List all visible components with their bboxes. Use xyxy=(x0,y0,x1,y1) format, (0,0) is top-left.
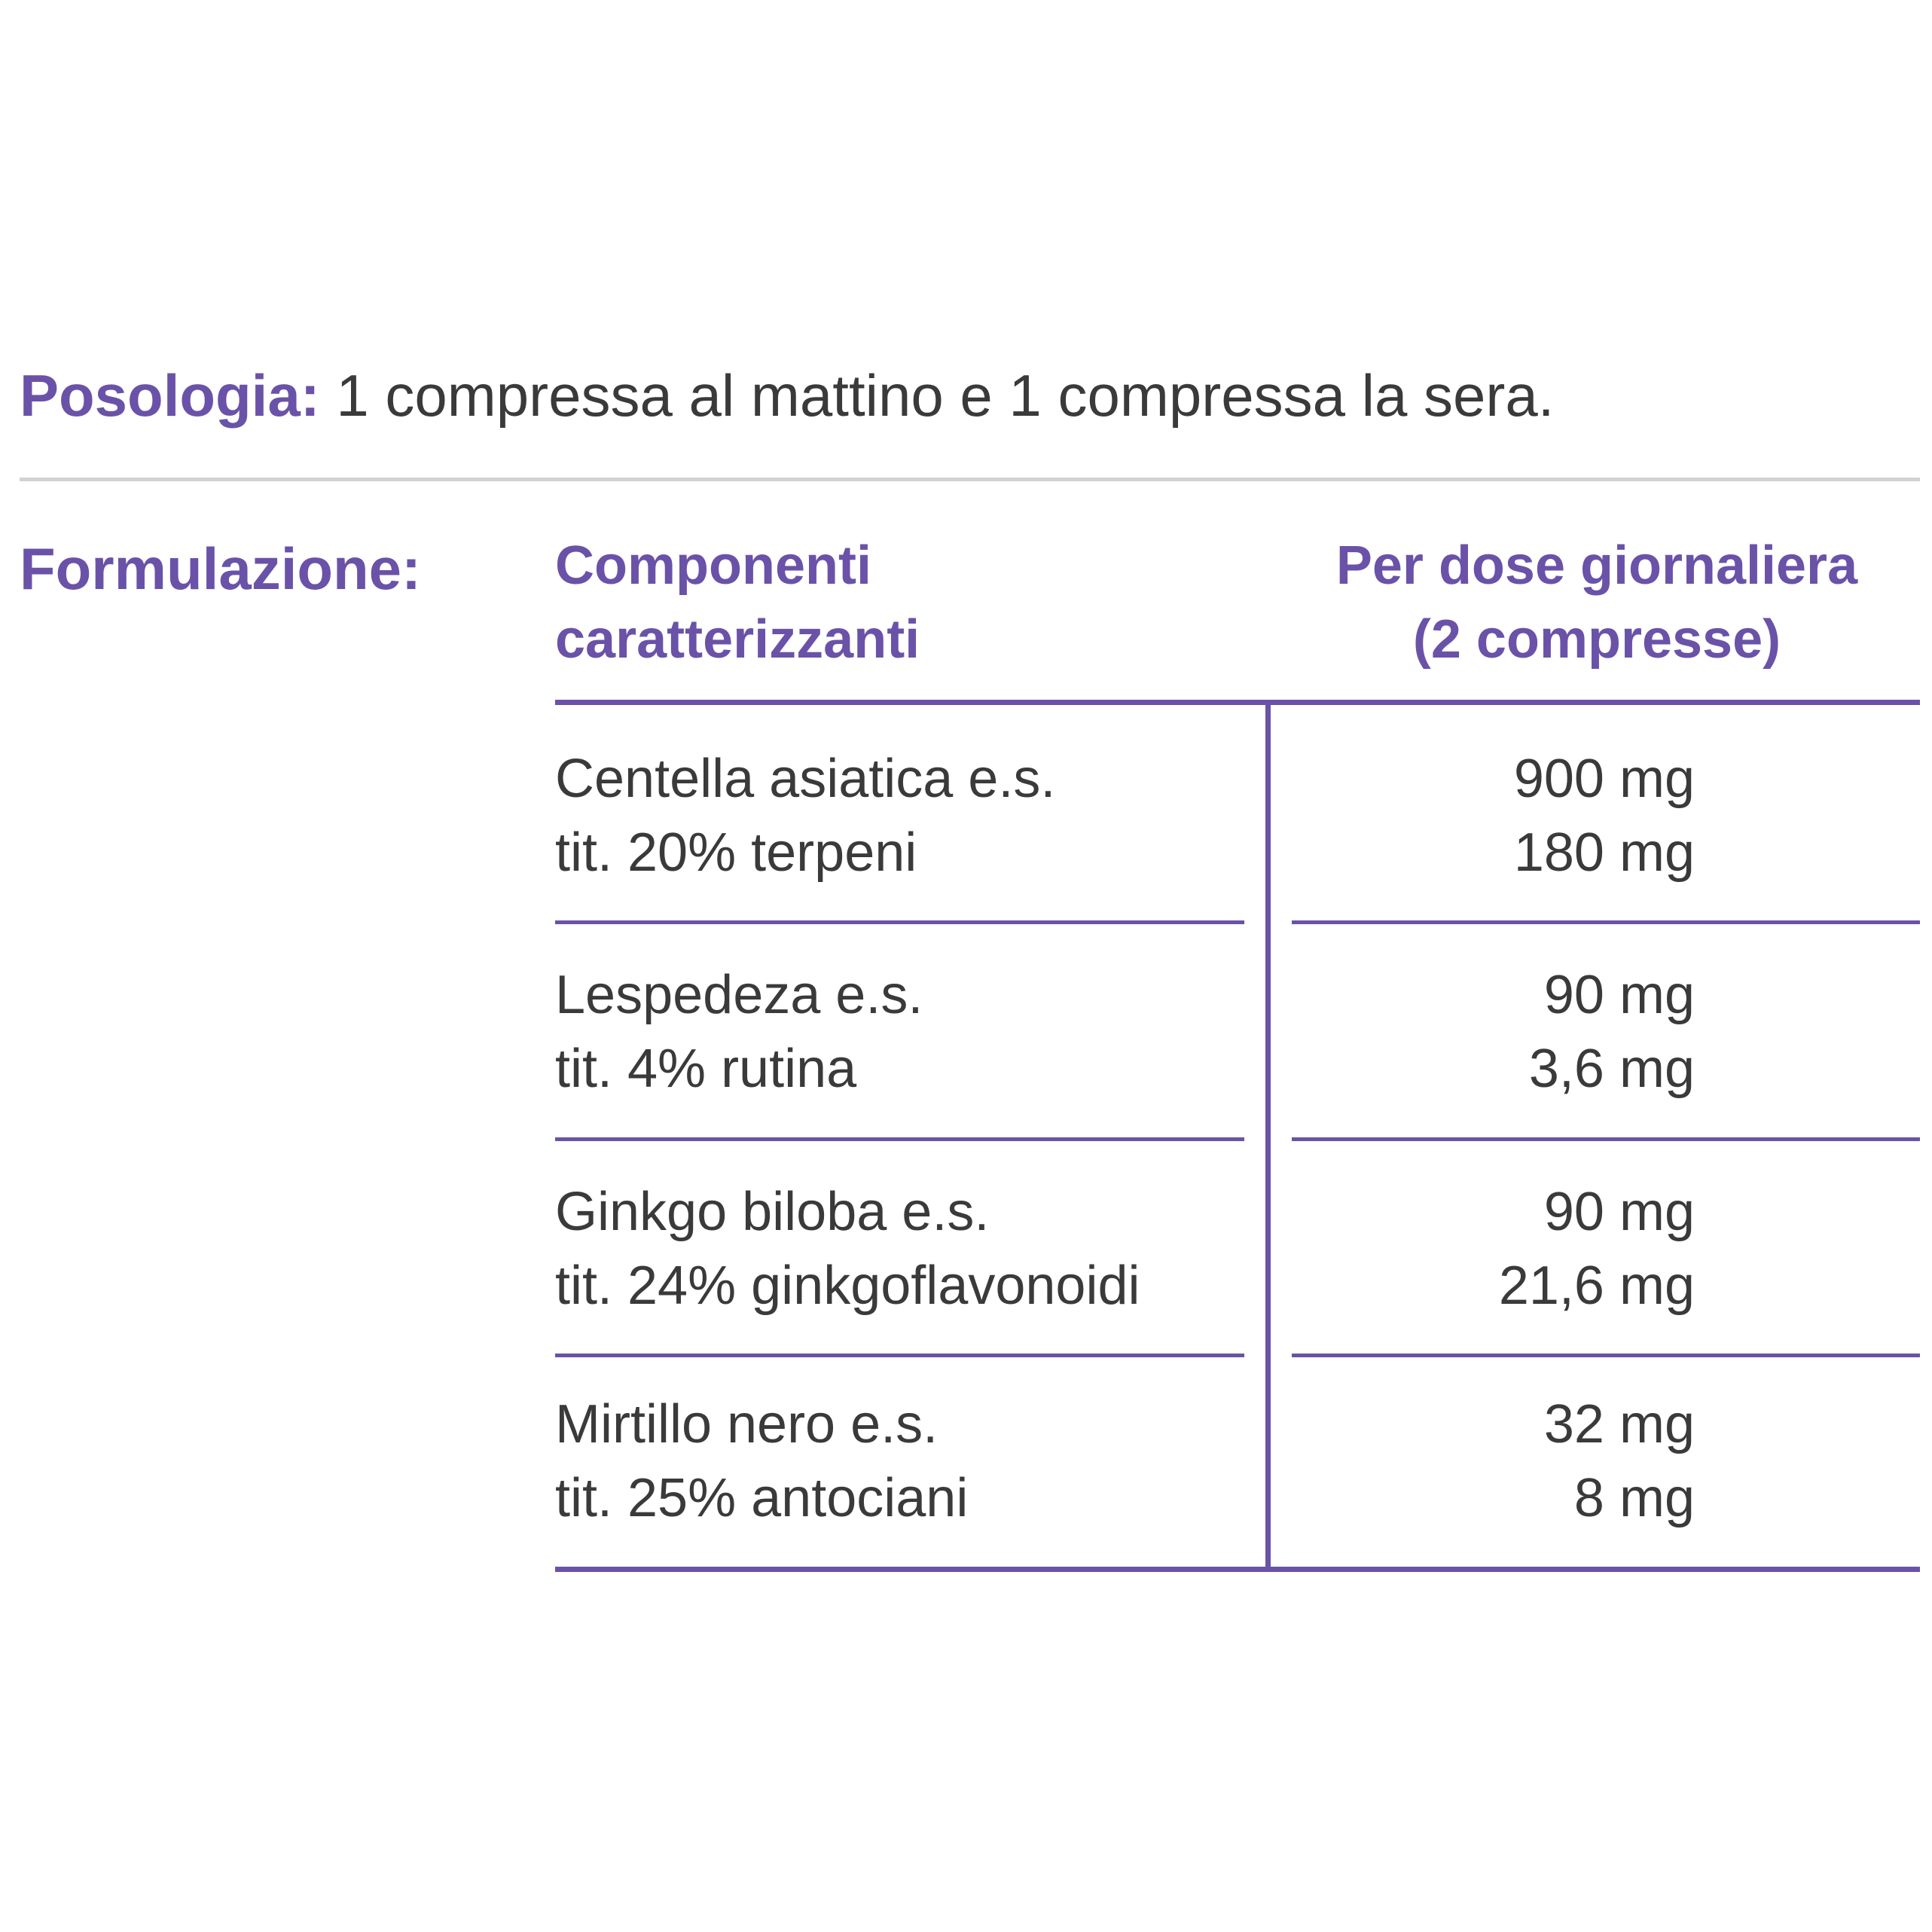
posologia-line xyxy=(20,354,1554,437)
ingredient-titration-dose: 21,6 mg xyxy=(1498,1256,1695,1316)
header-components-line-2: caratterizzanti xyxy=(555,609,920,670)
ingredient-name: Lespedeza e.s. xyxy=(555,965,923,1025)
row-divider-left xyxy=(555,1354,1244,1357)
ingredient-titration-dose: 180 mg xyxy=(1513,823,1695,883)
table-row-name-cell xyxy=(555,1175,1140,1323)
row-divider-left xyxy=(555,920,1244,924)
row-divider-right xyxy=(1292,920,1920,924)
ingredient-dose: 90 mg xyxy=(1543,1182,1695,1242)
formulazione-label: Formulazione: xyxy=(20,536,422,602)
row-divider-right xyxy=(1292,1137,1920,1141)
table-row-dose-cell xyxy=(1280,1387,1695,1535)
table-row-name-cell xyxy=(555,742,1055,890)
section-divider xyxy=(20,478,1920,481)
table-row-dose-cell xyxy=(1280,1175,1695,1323)
ingredient-name: Mirtillo nero e.s. xyxy=(555,1394,939,1454)
table-row-dose-cell xyxy=(1280,958,1695,1106)
ingredient-titration-dose: 3,6 mg xyxy=(1528,1039,1695,1099)
header-dose xyxy=(1296,529,1898,676)
posologia-text: 1 compressa al mattino e 1 compressa la sera. xyxy=(336,362,1555,429)
header-components xyxy=(555,529,920,676)
row-divider-right xyxy=(1292,1354,1920,1357)
table-bottom-rule xyxy=(555,1567,1920,1572)
ingredient-titration-dose: 8 mg xyxy=(1573,1468,1695,1528)
ingredient-name: Ginkgo biloba e.s. xyxy=(555,1182,990,1242)
table-row-name-cell xyxy=(555,958,923,1106)
ingredient-titration: tit. 4% rutina xyxy=(555,1039,857,1099)
ingredient-dose: 900 mg xyxy=(1513,749,1695,809)
header-dose-line-1: Per dose giornaliera xyxy=(1335,536,1858,596)
table-column-divider xyxy=(1265,702,1271,1568)
ingredient-dose: 32 mg xyxy=(1543,1394,1695,1454)
table-header-rule xyxy=(555,700,1920,705)
ingredient-titration: tit. 24% ginkgoflavonoidi xyxy=(555,1256,1140,1316)
row-divider-left xyxy=(555,1137,1244,1141)
header-components-line-1: Componenti xyxy=(555,536,871,596)
header-dose-line-2: (2 compresse) xyxy=(1412,609,1781,670)
ingredient-name: Centella asiatica e.s. xyxy=(555,749,1056,809)
table-row-name-cell xyxy=(555,1387,968,1535)
table-row-dose-cell xyxy=(1280,742,1695,890)
ingredient-dose: 90 mg xyxy=(1543,965,1695,1025)
ingredient-titration: tit. 25% antociani xyxy=(555,1468,969,1528)
ingredient-titration: tit. 20% terpeni xyxy=(555,823,917,883)
posologia-label: Posologia: xyxy=(20,362,320,429)
